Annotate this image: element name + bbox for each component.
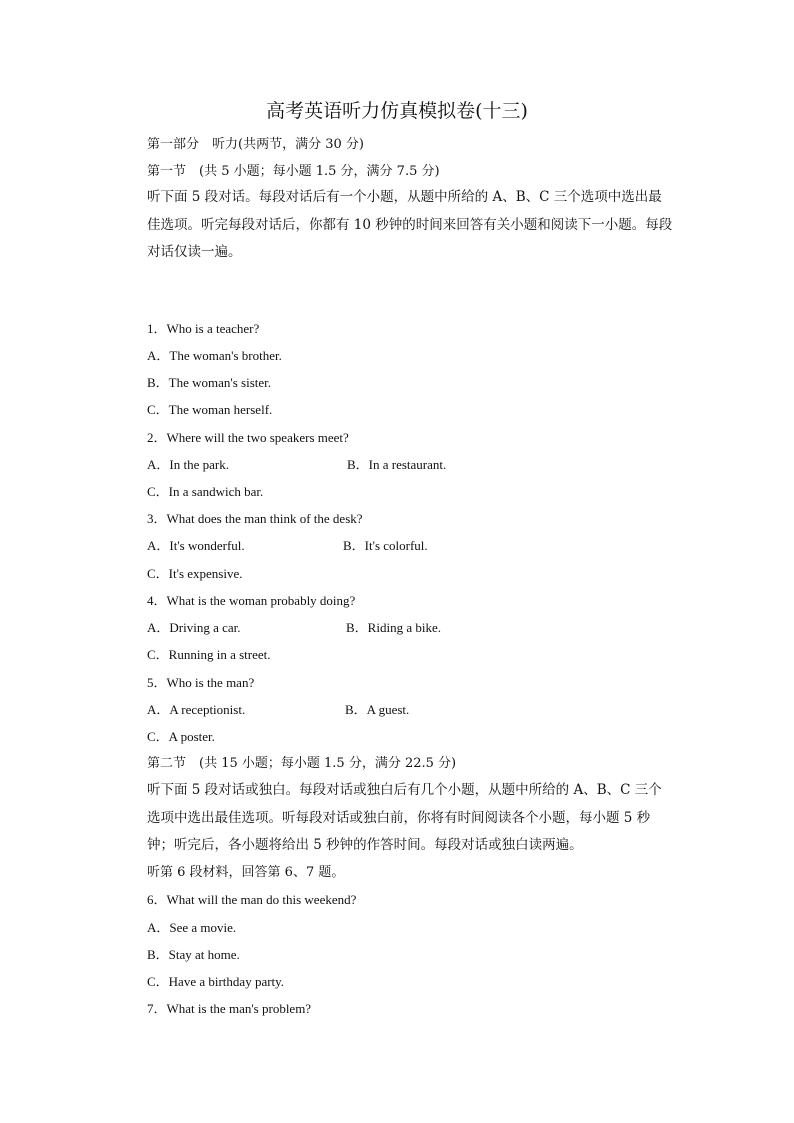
question-2-option-b[interactable]: B．In a restaurant. bbox=[347, 457, 447, 472]
question-1-option-a[interactable]: A．The woman's brother. bbox=[147, 348, 282, 363]
question-4-option-a[interactable]: A．Driving a car. bbox=[147, 620, 241, 635]
question-4-option-b[interactable]: B．Riding a bike. bbox=[346, 620, 441, 635]
question-1-option-b[interactable]: B．The woman's sister. bbox=[147, 375, 272, 390]
question-3-option-c[interactable]: C．It's expensive. bbox=[147, 566, 243, 581]
question-3-option-a[interactable]: A．It's wonderful. bbox=[147, 538, 245, 553]
question-5-option-a[interactable]: A．A receptionist. bbox=[147, 702, 246, 717]
section1-heading: 第一节 (共 5 小题；每小题 1.5 分，满分 7.5 分) bbox=[147, 164, 440, 179]
question-3-option-b[interactable]: B．It's colorful. bbox=[343, 538, 428, 553]
section1-instructions: 听下面 5 段对话。每段对话后有一个小题，从题中所给的 A、B、C 三个选项中选出最佳选项。听完每段对话后，你都有 10 秒钟的时间来回答有关小题和阅读下一小题。每段对话仅读一遍。 bbox=[147, 189, 673, 260]
question-3-stem: 3．What does the man think of the desk? bbox=[147, 511, 363, 526]
question-6-option-b[interactable]: B．Stay at home. bbox=[147, 947, 240, 962]
question-5-stem: 5．Who is the man? bbox=[147, 675, 255, 690]
material-note: 听第 6 段材料，回答第 6、7 题。 bbox=[147, 865, 345, 880]
question-1-stem: 1．Who is a teacher? bbox=[147, 321, 260, 336]
part1-heading: 第一部分 听力(共两节，满分 30 分) bbox=[147, 137, 364, 152]
section2-instructions: 听下面 5 段对话或独白。每段对话或独白后有几个小题，从题中所给的 A、B、C 三个选项中选出最佳选项。听每段对话或独白前，你将有时间阅读各个小题，每小题 5 秒钟；听完后，各小题将给出 5 秒钟的作答时间。每段对话或独白读两遍。 bbox=[147, 782, 662, 853]
question-6-option-a[interactable]: A．See a movie. bbox=[147, 920, 237, 935]
question-2-option-c[interactable]: C．In a sandwich bar. bbox=[147, 484, 264, 499]
section2-heading: 第二节 (共 15 小题；每小题 1.5 分，满分 22.5 分) bbox=[147, 756, 457, 771]
question-5-option-c[interactable]: C．A poster. bbox=[147, 729, 215, 744]
question-7-stem: 7．What is the man's problem? bbox=[147, 1001, 312, 1016]
question-2-stem: 2．Where will the two speakers meet? bbox=[147, 430, 349, 445]
question-4-stem: 4．What is the woman probably doing? bbox=[147, 593, 356, 608]
question-5-option-b[interactable]: B．A guest. bbox=[345, 702, 410, 717]
question-2-option-a[interactable]: A．In the park. bbox=[147, 457, 229, 472]
page-title: 高考英语听力仿真模拟卷(十三) bbox=[266, 100, 528, 122]
question-6-option-c[interactable]: C．Have a birthday party. bbox=[147, 974, 285, 989]
question-1-option-c[interactable]: C．The woman herself. bbox=[147, 402, 273, 417]
question-4-option-c[interactable]: C．Running in a street. bbox=[147, 647, 271, 662]
question-6-stem: 6．What will the man do this weekend? bbox=[147, 892, 357, 907]
